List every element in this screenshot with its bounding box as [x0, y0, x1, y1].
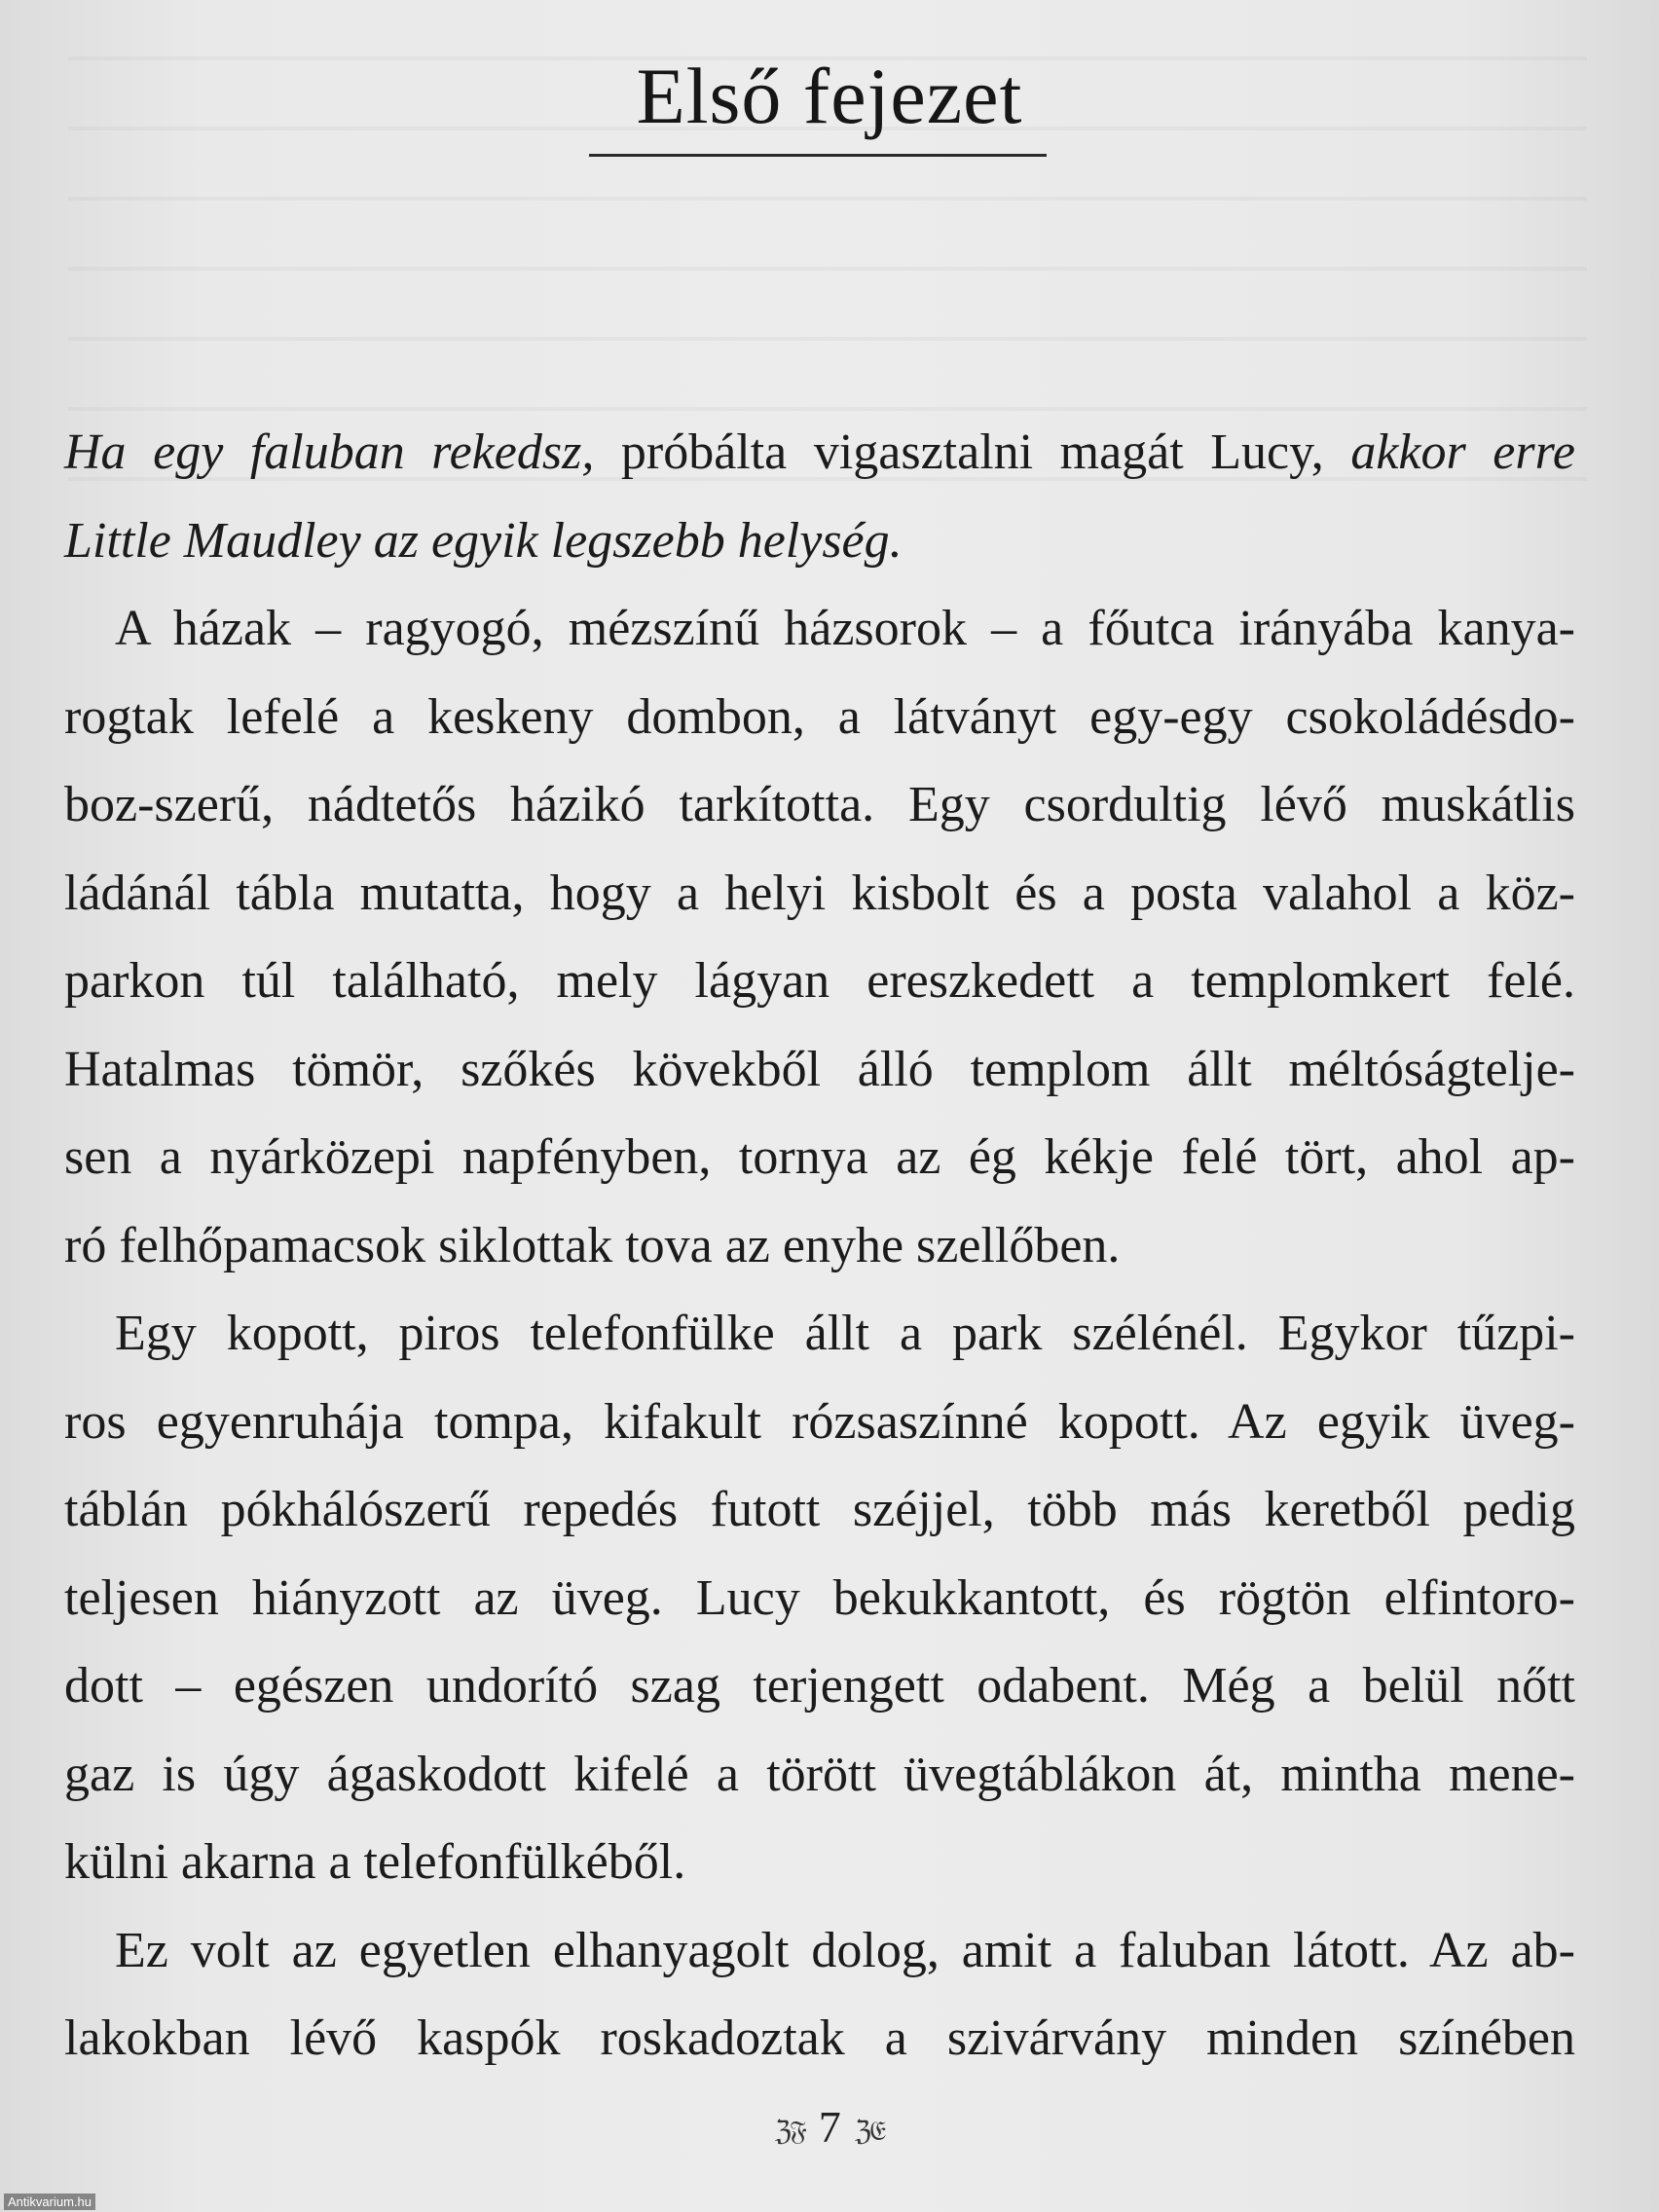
text-segment: sen a nyárközepi napfényben, tornya az ég kékje felé tört, ahol ap-: [64, 1129, 1575, 1185]
text-segment: Hatalmas tömör, szőkés kövekből álló templom állt méltóságtelje-: [64, 1041, 1575, 1097]
text-segment: gaz is úgy ágaskodott kifelé a törött üvegtáblákon át, mintha mene-: [64, 1746, 1575, 1802]
watermark: Antikvarium.hu: [4, 2194, 95, 2210]
text-segment: ládánál tábla mutatta, hogy a helyi kisbolt és a posta valahol a köz-: [64, 865, 1575, 921]
text-line: [64, 674, 1575, 762]
text-line: [64, 1114, 1575, 1202]
text-segment: lakokban lévő kaspók roskadoztak a szivárvány minden színében: [64, 2010, 1575, 2066]
text-segment: Egy kopott, piros telefonfülke állt a park szélénél. Egykor tűzpi-: [115, 1306, 1575, 1361]
right-ornament-icon: ℨ𝔈: [854, 2117, 885, 2148]
text-line: [64, 1995, 1575, 2083]
text-segment: ró felhőpamacsok siklottak tova az enyhe szellőben.: [64, 1217, 1121, 1273]
text-segment: próbálta vigasztalni magát Lucy,: [594, 424, 1351, 480]
text-segment: rogtak lefelé a keskeny dombon, a látványt egy-egy csokoládésdo-: [64, 688, 1575, 745]
text-segment: táblán pókhálószerű repedés futott széjjel, több más keretből pedig: [64, 1482, 1575, 1537]
italic-text-segment: Ha egy faluban rekedsz,: [64, 424, 595, 480]
text-line: [64, 761, 1575, 850]
text-line: [64, 1907, 1575, 1996]
text-segment: boz-szerű, nádtetős házikó tarkította. Egy csordultig lévő muskátlis: [64, 777, 1575, 832]
text-line: [64, 1642, 1575, 1731]
text-line: [64, 1202, 1575, 1291]
text-line: [64, 850, 1575, 939]
text-segment: Ez volt az egyetlen elhanyagolt dolog, amit a faluban látott. Az ab-: [115, 1922, 1575, 1978]
text-line: [64, 1466, 1575, 1555]
text-segment: dott – egészen undorító szag terjengett odabent. Még a belül nőtt: [64, 1658, 1575, 1714]
text-segment: ros egyenruhája tompa, kifakult rózsaszínné kopott. Az egyik üveg-: [64, 1393, 1575, 1450]
left-ornament-icon: ℨ𝔉: [774, 2117, 805, 2148]
text-line: [64, 1026, 1575, 1115]
text-segment: parkon túl található, mely lágyan ereszkedett a templomkert felé.: [64, 953, 1575, 1009]
text-line: [64, 498, 1575, 586]
text-line: [64, 1290, 1575, 1379]
body-text: [64, 409, 1575, 2083]
text-line: [64, 1731, 1575, 1820]
text-segment: A házak – ragyogó, mézszínű házsorok – a főutca irányába kanya-: [115, 601, 1575, 656]
title-underline: [589, 154, 1047, 157]
text-line: [64, 585, 1575, 674]
text-line: [64, 938, 1575, 1026]
text-segment: teljesen hiányzott az üveg. Lucy bekukkantott, és rögtön elfintoro-: [64, 1569, 1575, 1626]
text-line: [64, 409, 1575, 498]
page-footer: [0, 2101, 1659, 2153]
text-line: [64, 1379, 1575, 1467]
page-number: 7: [818, 2102, 841, 2152]
chapter-title: Első fejezet: [636, 52, 1023, 140]
italic-text-segment: Little Maudley az egyik legszebb helység.: [64, 512, 903, 569]
italic-text-segment: akkor erre: [1350, 424, 1575, 480]
text-segment: külni akarna a telefonfülkéből.: [64, 1834, 686, 1890]
text-line: [64, 1819, 1575, 1907]
text-line: [64, 1555, 1575, 1643]
